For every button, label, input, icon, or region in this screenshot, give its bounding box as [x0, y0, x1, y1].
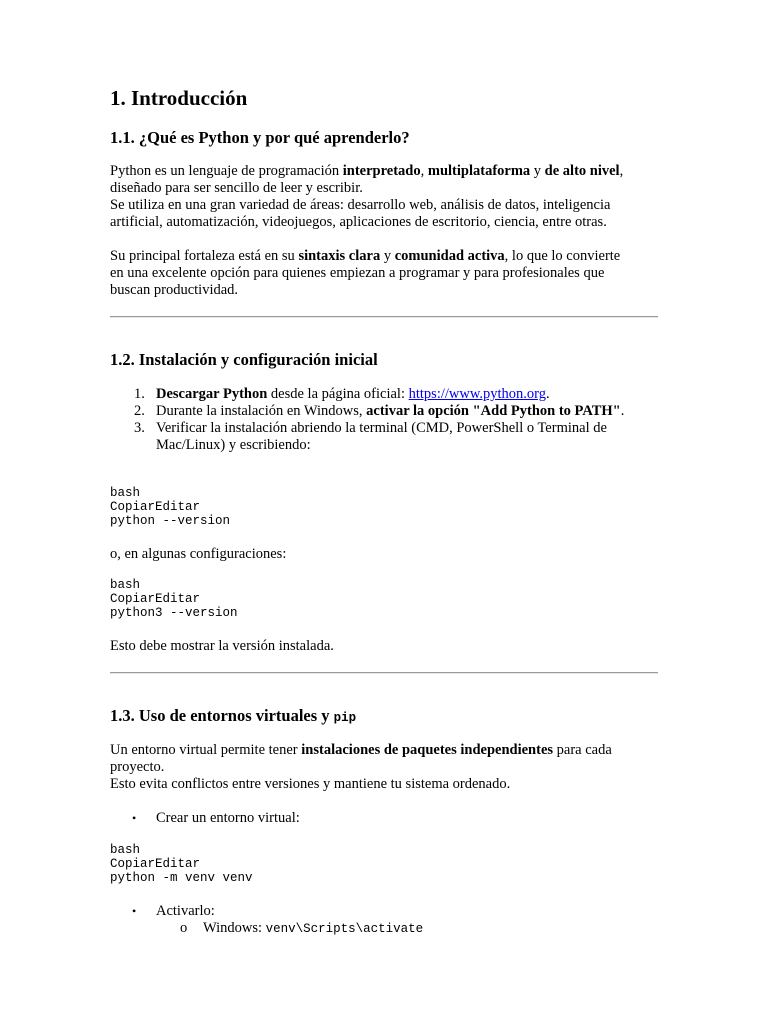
bold-instalaciones-independientes: instalaciones de paquetes independientes [301, 742, 554, 758]
section-heading-1-3 [110, 706, 356, 726]
list-item [110, 386, 658, 403]
heading-text: 1.3. Uso de entornos virtuales y [110, 706, 334, 725]
list-item [110, 420, 658, 454]
installation-steps-list [110, 386, 658, 454]
bold-comunidad-activa: comunidad activa [394, 248, 505, 264]
divider [110, 316, 658, 318]
text-line: Esto evita conflictos entre versiones y mantiene tu sistema ordenado. [110, 776, 511, 792]
text-run: , lo que lo convierte [504, 248, 621, 264]
text-line: proyecto. [110, 759, 165, 775]
paragraph-version-result: Esto debe mostrar la versión instalada. [110, 638, 334, 654]
bullet-icon: • [132, 811, 137, 825]
bold-add-python-path: activar la opción "Add Python to PATH" [366, 403, 621, 419]
text-line: en una excelente opción para quienes empiezan a programar y para profesionales que [110, 265, 605, 281]
bullet-text: Activarlo: [156, 903, 215, 919]
code-block-create-venv: bash CopiarEditar python -m venv venv [110, 843, 253, 885]
text-line: artificial, automatización, videojuegos, aplicaciones de escritorio, ciencia, entre otras. [110, 214, 607, 230]
section-heading-1-1: 1.1. ¿Qué es Python y por qué aprenderlo? [110, 128, 410, 147]
section-heading-1-2: 1.2. Instalación y configuración inicial [110, 350, 378, 369]
list-number: 1. [134, 386, 145, 402]
bold-interpretado: interpretado [342, 163, 421, 179]
code-block-python-version: bash CopiarEditar python --version [110, 486, 231, 528]
bold-multiplataforma: multiplataforma [427, 163, 531, 179]
text-run: y [530, 163, 545, 179]
text-line: Se utiliza en una gran variedad de áreas: desarrollo web, análisis de datos, inteligencia [110, 197, 611, 213]
list-item [110, 403, 658, 420]
text-run: Durante la instalación en Windows, [156, 403, 367, 419]
paragraph-python-description [110, 163, 658, 231]
paragraph-virtual-env [110, 742, 658, 793]
text-run: y [380, 248, 395, 264]
bullet-text: Crear un entorno virtual: [156, 810, 300, 826]
text-run: para cada [553, 742, 612, 758]
text-run: Verificar la instalación abriendo la terminal (CMD, PowerShell o Terminal de Mac/Linux) y escribiendo: [156, 420, 607, 453]
text-run: . [545, 386, 550, 402]
bullet-icon: • [132, 904, 137, 918]
heading-code-pip: pip [333, 711, 357, 725]
paragraph-python-strength [110, 248, 658, 299]
page-title: 1. Introducción [110, 86, 248, 110]
text-run: desde la página oficial: [267, 386, 409, 402]
text-line: buscan productividad. [110, 282, 239, 298]
text-line: diseñado para ser sencillo de leer y escribir. [110, 180, 363, 196]
text-run: . [620, 403, 625, 419]
subbullet-text [203, 920, 423, 937]
bold-alto-nivel: de alto nivel [544, 163, 620, 179]
divider [110, 672, 658, 674]
list-number: 3. [134, 420, 145, 436]
circle-bullet-icon: o [180, 920, 188, 936]
inline-code-activate: venv\Scripts\activate [265, 922, 424, 936]
paragraph-or-configurations: o, en algunas configuraciones: [110, 546, 287, 562]
text-run: , [420, 163, 428, 179]
text-run: Su principal fortaleza está en su [110, 248, 299, 264]
list-number: 2. [134, 403, 145, 419]
text-run: , [619, 163, 624, 179]
text-run: Python es un lenguaje de programación [110, 163, 343, 179]
bold-sintaxis-clara: sintaxis clara [298, 248, 381, 264]
code-block-python3-version: bash CopiarEditar python3 --version [110, 578, 238, 620]
python-org-link[interactable]: https://www.python.org [408, 386, 546, 402]
bold-descargar-python: Descargar Python [156, 386, 268, 402]
text-run: Windows: [203, 920, 266, 936]
text-run: Un entorno virtual permite tener [110, 742, 302, 758]
